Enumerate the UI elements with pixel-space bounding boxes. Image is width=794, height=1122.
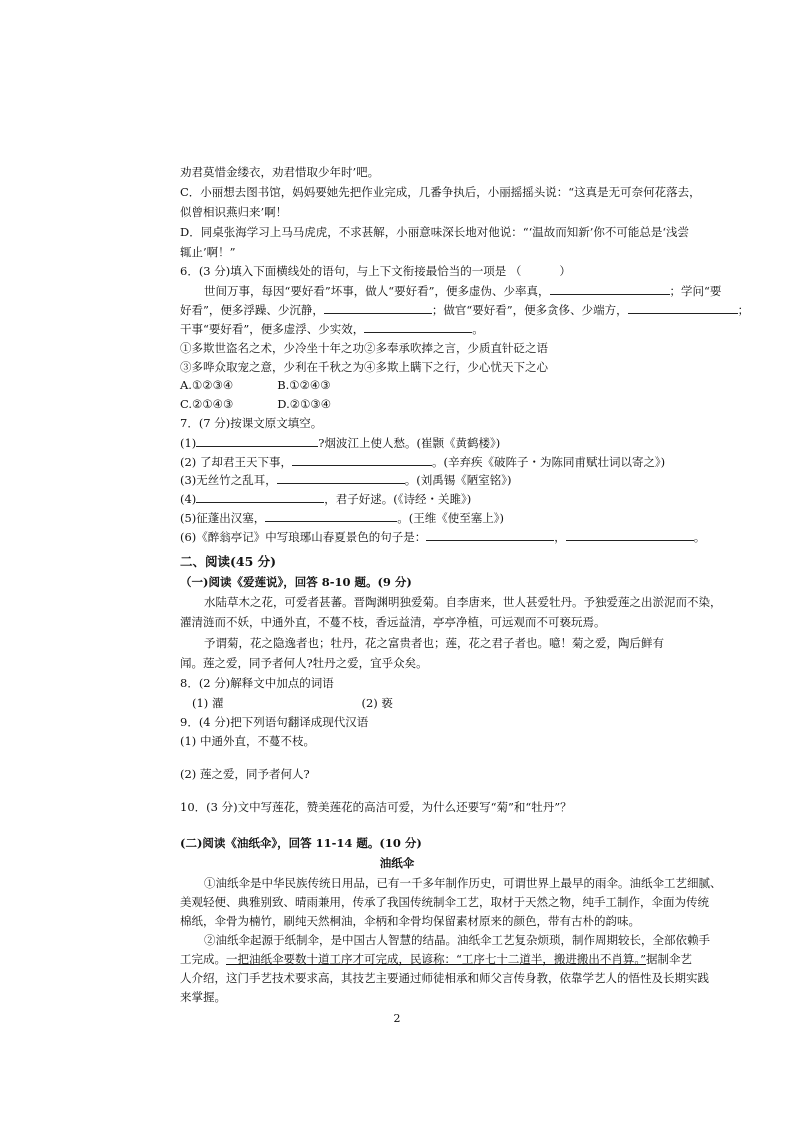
ailian-para-1-tail: 濯清涟而不妖，中通外直，不蔓不枝，香远益清，亭亭净植，可远观而不可亵玩焉。	[180, 615, 606, 629]
blank[interactable]	[196, 434, 318, 447]
option-b-tail: 劝君莫惜金缕衣，劝君惜取少年时’吧。	[180, 165, 380, 179]
blank[interactable]	[292, 453, 432, 466]
blank[interactable]	[550, 282, 670, 295]
reading-2-heading: (二)阅读《油纸伞》，回答 11-14 题。(10 分)	[180, 836, 422, 850]
blank[interactable]	[364, 320, 472, 333]
reading-1-heading: （一)阅读《爱莲说》，回答 8-10 题。(9 分)	[180, 575, 412, 589]
youzhisan-para-2-line-3: 人介绍，这门手艺技术要求高，其技艺主要通过师徒相承和师父言传身教，依靠学艺人的悟性及长期实践	[180, 971, 709, 985]
q9-item-2: (2) 莲之爱，同予者何人?	[180, 767, 310, 781]
passage-title: 油纸伞	[379, 856, 415, 870]
section-2-heading: 二、阅读(45 分)	[180, 554, 277, 569]
option-d-tail: 辄止’啊！”	[180, 245, 236, 259]
youzhisan-para-2-line-2: 工完成。一把油纸伞要数十道工序才可完成，民谚称：“工序七十二道半，搬进搬出不肖算。”据制伞艺	[180, 952, 693, 966]
youzhisan-para-1: ①油纸伞是中华民族传统日用品，已有一千多年制作历史，可谓世界上最早的雨伞。油纸伞工艺细腻、	[204, 876, 722, 890]
blank[interactable]	[628, 301, 738, 314]
q7-item-5: (5)征蓬出汉塞， 。(王维《使至塞上》)	[180, 511, 505, 525]
question-10: 10．(3 分)文中写莲花，赞美莲花的高洁可爱，为什么还要写“菊”和“牡丹”？	[180, 800, 572, 814]
question-6: 6．(3 分)填入下面横线处的语句，与上下文衔接最恰当的一项是 （ ）	[180, 264, 571, 278]
q7-item-3: (3)无丝竹之乱耳， 。(刘禹锡《陋室铭》)	[180, 473, 512, 487]
q7-item-2: (2) 了却君王天下事， 。(辛弃疾《破阵子・为陈同甫赋壮词以寄之》)	[180, 455, 666, 469]
q6-options-ab: A.①②③④ B.①②④③	[180, 378, 331, 392]
q6-choices-2: ③多哗众取宠之意，少利在千秋之为④多欺上瞒下之行，少心忧天下之心	[180, 360, 548, 374]
option-c-tail: 似曾相识燕归来’啊！	[180, 205, 288, 219]
youzhisan-para-2: ②油纸伞起源于纸制伞，是中国古人智慧的结晶。油纸伞工艺复杂烦琐，制作周期较长，全部依赖手	[204, 933, 710, 947]
option-d: D．同桌张海学习上马马虎虎，不求甚解，小丽意味深长地对他说：“‘温故而知新’你不可能总是‘浅尝	[180, 225, 690, 239]
page-number: 2	[393, 1012, 401, 1025]
youzhisan-para-2-line-4: 来掌握。	[180, 990, 226, 1004]
q8-items: (1) 濯 (2) 亵	[192, 696, 393, 710]
q7-item-4: (4) ，君子好逑。(《诗经・关雎》)	[180, 492, 472, 506]
ailian-para-2: 予谓菊，花之隐逸者也；牡丹，花之富贵者也；莲，花之君子者也。噫！菊之爱，陶后鲜有	[204, 636, 664, 650]
ailian-para-2-tail: 闻。莲之爱，同予者何人?牡丹之爱，宜乎众矣。	[180, 656, 428, 670]
underlined-sentence: 一把油纸伞要数十道工序才可完成，民谚称：“工序七十二道半，搬进搬出不肖算。”	[226, 952, 647, 966]
ailian-para-1: 水陆草木之花，可爱者甚蕃。晋陶渊明独爱菊。自李唐来，世人甚爱牡丹。予独爱莲之出淤泥而不染，	[204, 595, 722, 609]
question-9: 9．(4 分)把下列语句翻译成现代汉语	[180, 715, 369, 729]
youzhisan-para-1-line-2: 美观轻便、典雅别致、晴雨兼用，传承了我国传统制伞工艺，取材于天然之物，纯手工制作，伞面为传统	[180, 895, 709, 909]
question-8: 8．(2 分)解释文中加点的词语	[180, 676, 334, 690]
question-7: 7．(7 分)按课文原文填空。	[180, 416, 323, 430]
q9-item-1: (1) 中通外直，不蔓不枝。	[180, 734, 315, 748]
blank[interactable]	[277, 471, 405, 484]
blank[interactable]	[324, 301, 432, 314]
blank[interactable]	[566, 528, 694, 541]
youzhisan-para-1-line-3: 棉纸，伞骨为楠竹，刷纯天然桐油，伞柄和伞骨均保留素材原来的颜色，带有古朴的韵味。	[180, 914, 640, 928]
q7-item-6: (6)《醉翁亭记》中写琅琊山春夏景色的句子是： ， 。	[180, 530, 706, 544]
blank[interactable]	[196, 490, 324, 503]
q6-passage-line-1: 世间万事，每因“要好看”坏事，做人“要好看”，便多虚伪、少率真， ；学问“要	[204, 284, 722, 298]
q6-options-cd: C.②①④③ D.②①③④	[180, 397, 332, 411]
blank[interactable]	[265, 509, 397, 522]
q6-passage-line-2: 好看”，便多浮躁、少沉静， ；做官“要好看”，便多贪侈、少端方， ；	[180, 303, 750, 317]
q6-passage-line-3: 干事“要好看”，便多虚浮、少实效， 。	[180, 322, 484, 336]
blank[interactable]	[426, 528, 554, 541]
q6-choices-1: ①多欺世盗名之术，少冷坐十年之功②多奉承吹捧之言，少质直针砭之语	[180, 341, 548, 355]
option-c: C．小丽想去图书馆，妈妈要她先把作业完成，几番争执后，小丽摇摇头说：“这真是无可奈何花落去，	[180, 185, 701, 199]
q7-item-1: (1) ?烟波江上使人愁。(崔颢《黄鹤楼》)	[180, 436, 501, 450]
